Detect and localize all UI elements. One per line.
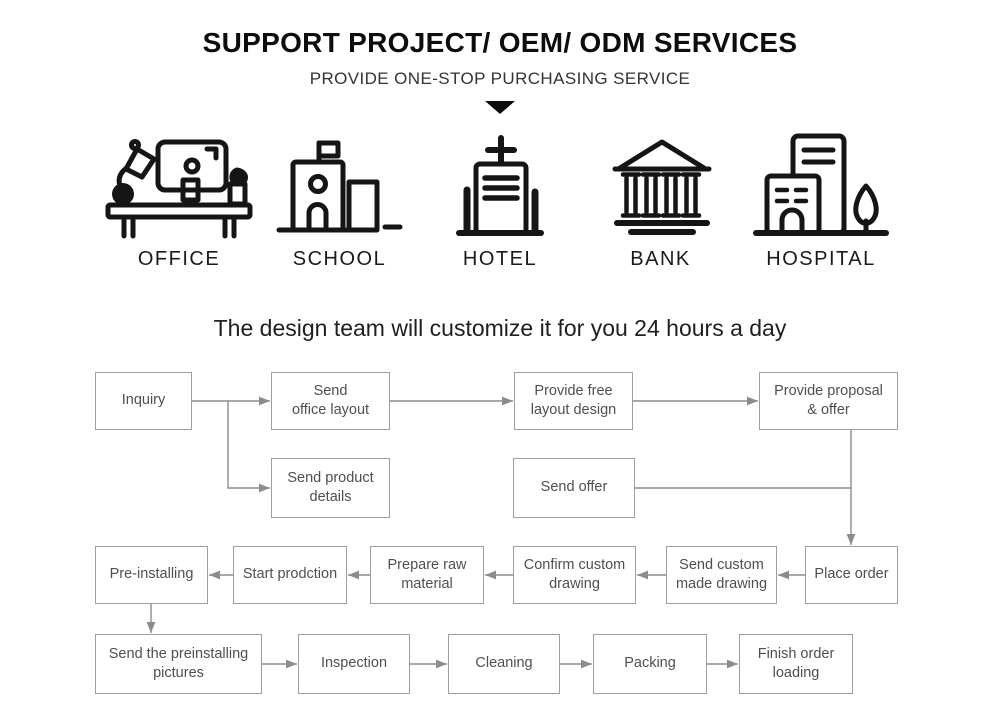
venue-label-hotel: HOTEL <box>462 248 538 270</box>
venue-school <box>261 128 419 271</box>
flow-node-label: Send the preinstalling <box>108 645 249 662</box>
flowchart <box>0 360 1000 714</box>
page-subtitle: PROVIDE ONE-STOP PURCHASING SERVICE <box>309 69 691 88</box>
flow-node-label: office layout <box>291 402 370 418</box>
flow-node-label: Prepare raw <box>387 556 467 573</box>
flow-node-cleaning <box>448 634 560 694</box>
flow-node-inquiry <box>95 372 192 430</box>
flow-node-label: Inquiry <box>121 392 166 409</box>
venue-label-hospital: HOSPITAL <box>766 248 876 270</box>
flow-node-finish-order-loading <box>739 634 853 694</box>
flow-node-label: Send offer <box>540 479 608 496</box>
flow-node-label: Cleaning <box>475 655 533 672</box>
flow-node-start-prodction <box>233 546 347 604</box>
flow-node-send-office-layout <box>271 372 390 430</box>
flow-node-label: Start prodction <box>242 566 338 583</box>
venue-hospital <box>742 128 900 271</box>
tagline: The design team will customize it for you 24 hours a day <box>213 315 787 341</box>
flow-node-label: Inspection <box>320 655 388 672</box>
arrow-branch-to-send-product-details <box>228 401 270 488</box>
venue-label-office: OFFICE <box>137 248 221 270</box>
flow-node-packing <box>593 634 707 694</box>
flow-node-label: Confirm custom <box>523 556 626 573</box>
venue-label-bank: BANK <box>630 248 691 270</box>
flow-node-label: material <box>401 576 453 592</box>
flow-node-place-order <box>805 546 898 604</box>
flow-node-label: Finish order <box>757 645 835 662</box>
flow-node-inspection <box>298 634 410 694</box>
flow-node-label: Send product <box>287 469 374 486</box>
venue-office <box>100 128 258 271</box>
triangle-down-icon <box>485 101 515 114</box>
venue-bank <box>582 128 740 271</box>
flow-node-label: & offer <box>807 402 850 418</box>
flow-node-label: made drawing <box>675 576 768 592</box>
flow-node-label: Send custom <box>679 556 764 573</box>
venue-label-school: SCHOOL <box>292 248 387 270</box>
flow-node-provide-proposal-offer <box>759 372 898 430</box>
flow-node-label: loading <box>772 665 820 681</box>
flow-node-pre-installing <box>95 546 208 604</box>
flow-node-label: drawing <box>549 576 600 592</box>
flow-node-prepare-raw-material <box>370 546 484 604</box>
venue-hotel <box>421 128 579 271</box>
venues-row <box>0 128 1000 271</box>
flow-node-send-preinstalling-pictures <box>95 634 262 694</box>
flow-node-confirm-custom-drawing <box>513 546 636 604</box>
flow-node-send-offer <box>513 458 635 518</box>
bank-building-icon <box>586 128 736 240</box>
flow-node-label: Provide free <box>534 382 613 399</box>
flow-node-label: Provide proposal <box>774 382 883 399</box>
flow-node-label: Place order <box>814 566 889 583</box>
flow-node-label: pictures <box>153 665 204 681</box>
flow-node-label: layout design <box>530 402 617 418</box>
flow-node-send-custom-made-drawing <box>666 546 777 604</box>
hotel-building-icon <box>425 128 575 240</box>
hospital-building-icon <box>746 128 896 240</box>
flow-node-label: Send <box>313 382 348 399</box>
flow-node-label: Packing <box>624 655 676 672</box>
flow-node-label: Pre-installing <box>109 566 194 583</box>
flow-node-label: details <box>309 489 352 505</box>
page-title: SUPPORT PROJECT/ OEM/ ODM SERVICES <box>202 27 798 58</box>
flow-node-send-product-details <box>271 458 390 518</box>
school-building-icon <box>265 128 415 240</box>
flow-node-provide-free-layout-design <box>514 372 633 430</box>
office-desk-icon <box>104 128 254 240</box>
